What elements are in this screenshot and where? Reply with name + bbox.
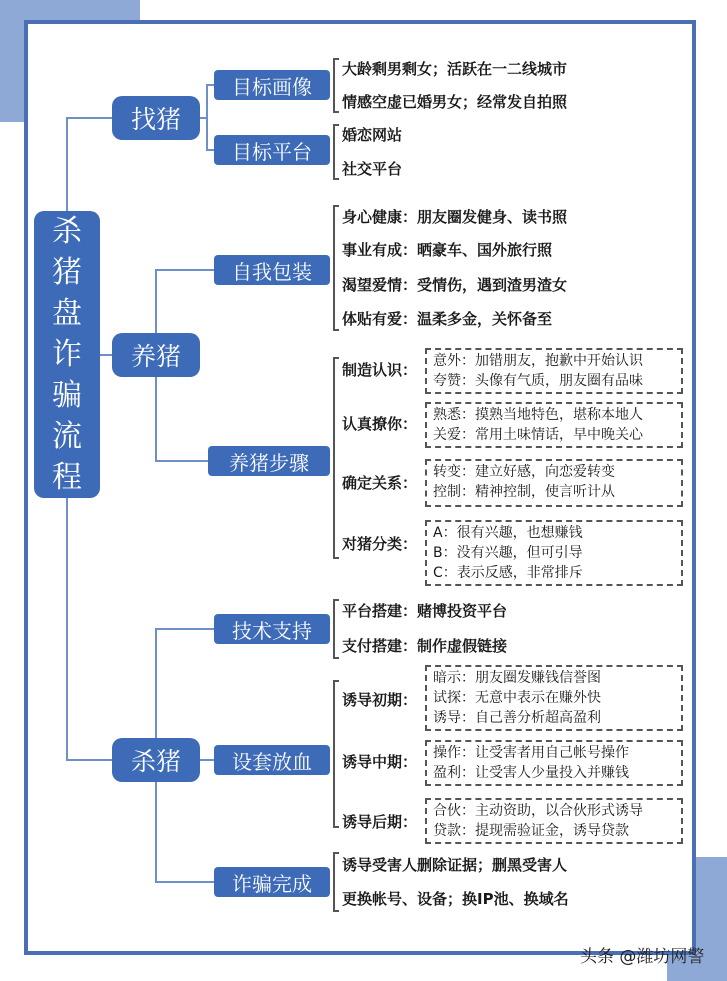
step-line: 熟悉：摸熟当地特色，堪称本地人: [433, 407, 643, 423]
step-detail-box: [425, 402, 683, 448]
leaf-text: 情感空虚已婚男女；经常发自拍照: [342, 93, 568, 111]
leaf-text: 事业有成：晒豪车、国外旅行照: [342, 241, 553, 259]
step-line: 转变：建立好感，向恋爱转变: [433, 464, 615, 480]
bracket: [333, 58, 339, 113]
leaf-text: 婚恋网站: [342, 126, 403, 144]
bracket: [333, 852, 339, 912]
root-char: 杀: [52, 214, 82, 249]
step-line: 控制：精神控制，使言听计从: [433, 484, 615, 500]
step-label: 诱导后期：: [342, 813, 418, 831]
step-line: 操作：让受害者用自己帐号操作: [433, 745, 629, 761]
step-line: B：没有兴趣，但可引导: [433, 545, 583, 561]
bracket: [333, 357, 339, 559]
step-detail-box: [425, 459, 683, 507]
step-line: A：很有兴趣，也想赚钱: [433, 525, 583, 541]
branch-养猪: 养猪: [112, 333, 200, 377]
node-技术支持: 技术支持: [214, 614, 330, 644]
root-char: 流: [52, 419, 82, 454]
bracket: [333, 680, 339, 828]
leaf-text: 渴望爱情：受情伤，遇到渣男渣女: [342, 276, 568, 294]
root-char: 程: [52, 460, 82, 495]
node-目标画像: 目标画像: [214, 70, 330, 100]
leaf-text: 支付搭建：制作虚假链接: [342, 637, 508, 655]
root-char: 盘: [52, 296, 82, 331]
step-label: 诱导初期：: [342, 691, 418, 709]
node-诈骗完成: 诈骗完成: [214, 867, 330, 897]
step-detail-box: [425, 798, 683, 844]
step-line: 暗示：朋友圈发赚钱信誉图: [433, 670, 601, 686]
node-自我包装: 自我包装: [214, 255, 330, 285]
watermark: 头条 @潍坊网警: [580, 947, 705, 967]
step-detail-box: [425, 740, 683, 786]
step-label: 确定关系：: [342, 474, 418, 492]
branch-杀猪: 杀猪: [112, 738, 200, 782]
step-detail-box: [425, 348, 683, 394]
step-detail-box: [425, 665, 683, 731]
step-line: 关爱：常用土味情话，早中晚关心: [433, 427, 643, 443]
step-label: 制造认识：: [342, 361, 418, 379]
leaf-text: 体贴有爱：温柔多金，关怀备至: [342, 310, 553, 328]
step-line: 试探：无意中表示在赚外快: [433, 690, 601, 706]
step-line: 合伙：主动资助，以合伙形式诱导: [433, 803, 643, 819]
branch-找猪: 找猪: [112, 96, 200, 140]
root-char: 骗: [52, 378, 82, 413]
step-line: 盈利：让受害人少量投入并赚钱: [433, 765, 629, 781]
step-line: 贷款：提现需验证金，诱导贷款: [433, 823, 629, 839]
step-line: 诱导：自己善分析超高盈利: [433, 710, 601, 726]
bracket: [333, 205, 339, 331]
node-设套放血: 设套放血: [214, 745, 330, 775]
root-char: 猪: [52, 255, 82, 290]
leaf-text: 身心健康：朋友圈发健身、读书照: [342, 208, 568, 226]
leaf-text: 大龄剩男剩女；活跃在一二线城市: [342, 60, 568, 78]
connector-找猪-children: [200, 85, 214, 150]
root-char: 诈: [52, 337, 82, 372]
step-label: 对猪分类：: [342, 535, 418, 553]
step-detail-box: [425, 520, 683, 586]
leaf-text: 社交平台: [342, 160, 403, 178]
connector-root-杀猪: [67, 498, 112, 760]
step-line: C：表示反感，非常排斥: [433, 565, 583, 581]
node-目标平台: 目标平台: [214, 135, 330, 165]
connector-root-找猪: [67, 118, 112, 211]
bracket: [333, 124, 339, 180]
node-养猪步骤: 养猪步骤: [208, 446, 330, 476]
step-label: 诱导中期：: [342, 753, 418, 771]
bracket: [333, 599, 339, 659]
leaf-text: 更换帐号、设备；换IP池、换域名: [342, 890, 569, 908]
leaf-text: 诱导受害人删除证据；删黑受害人: [342, 856, 568, 874]
step-label: 认真撩你：: [342, 415, 418, 433]
step-line: 意外：加错朋友，抱歉中开始认识: [433, 353, 643, 369]
step-line: 夸赞：头像有气质，朋友圈有品味: [433, 373, 643, 389]
root-node: [34, 211, 100, 498]
leaf-text: 平台搭建：赌博投资平台: [342, 602, 508, 620]
